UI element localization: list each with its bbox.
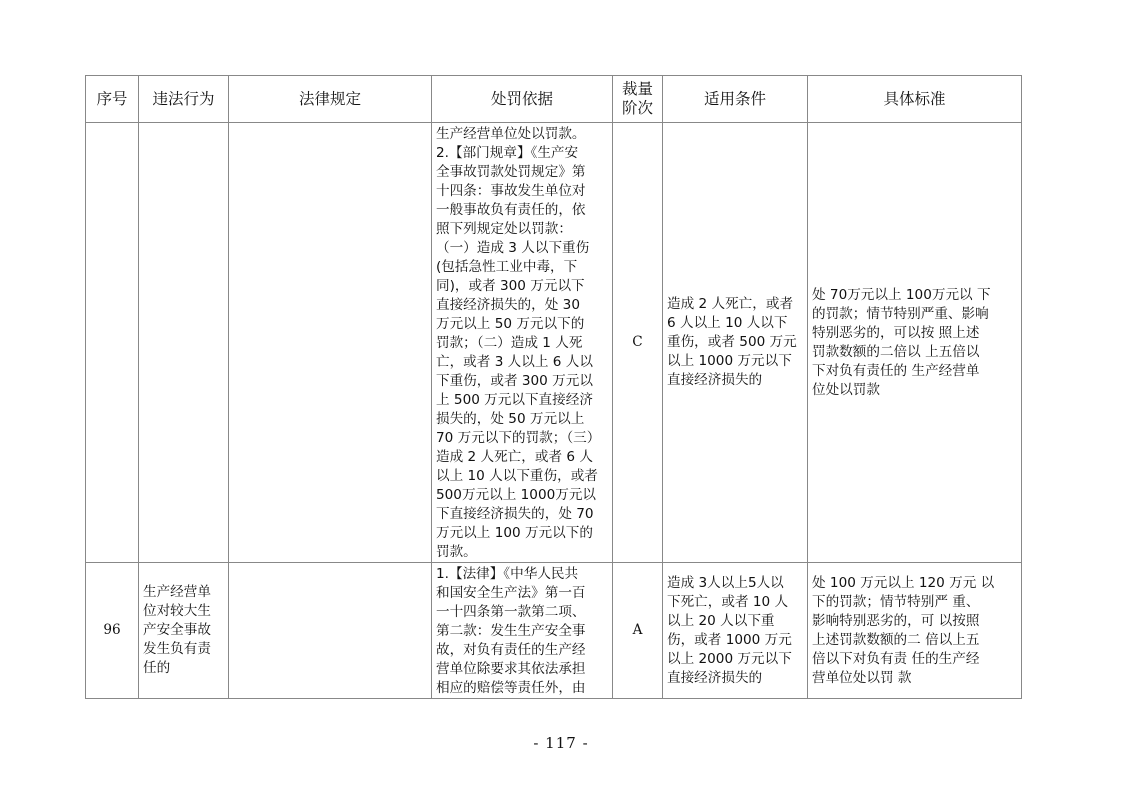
row-law	[229, 563, 432, 699]
header-basis: 处罚依据	[432, 76, 613, 123]
page-number: - 117 -	[533, 734, 589, 752]
row-violation: 生产经营单 位对较大生 产安全事故 发生负有责 任的	[139, 563, 229, 699]
row-basis: 1.【法律】《中华人民共 和国安全生产法》第一百 一十四条第一款第二项、 第二款：发生生产安全事 故，对负有责任的生产经 营单位除要求其依法承担 相应的赔偿等责任外，由	[432, 563, 613, 699]
row-basis: 生产经营单位处以罚款。 2.【部门规章】《生产安 全事故罚款处罚规定》第 十四条：事故发生单位对 一般事故负有责任的，依 照下列规定处以罚款： （一）造成 3 人以下重伤 (包括急性工业中毒，下 同)，或者 300 万元以下 直接经济损失的，处 30 万元以上 50 万元以下的 罚款；（二）造成 1 人死 亡，或者 3 人以上 6 人以 下重伤，或者 300 万元以 上 500 万元以下直接经济 损失的，处 50 万元以上 70 万元以下的罚款；（三） 造成 2 人死亡，或者 6 人 以上 10 人以下重伤，或者 500万元以上 1000万元以 下直接经济损失的，处 70 万元以上 100 万元以下的 罚款。	[432, 123, 613, 563]
row-level: C	[613, 123, 663, 563]
header-index: 序号	[86, 76, 139, 123]
row-index: 96	[86, 563, 139, 699]
row-standard: 处 70万元以上 100万元以 下 的罚款；情节特别严重、影响 特别恶劣的，可以按 照上述 罚款数额的二倍以 上五倍以 下对负有责任的 生产经营单 位处以罚款	[808, 123, 1022, 563]
row-condition: 造成 2 人死亡，或者 6 人以上 10 人以下 重伤，或者 500 万元 以上 1000 万元以下 直接经济损失的	[663, 123, 808, 563]
row-violation	[139, 123, 229, 563]
header-level: 裁量 阶次	[613, 76, 663, 123]
header-violation: 违法行为	[139, 76, 229, 123]
row-condition: 造成 3人以上5人以 下死亡，或者 10 人 以上 20 人以下重 伤，或者 1000 万元 以上 2000 万元以下 直接经济损失的	[663, 563, 808, 699]
table-header-row	[86, 76, 1022, 123]
row-law	[229, 123, 432, 563]
table-row	[86, 563, 1022, 699]
row-index	[86, 123, 139, 563]
row-standard: 处 100 万元以上 120 万元 以 下的罚款；情节特别严 重、 影响特别恶劣的，可 以按照 上述罚款数额的二 倍以上五 倍以下对负有责 任的生产经 营单位处以罚 款	[808, 563, 1022, 699]
table-row	[86, 123, 1022, 563]
header-condition: 适用条件	[663, 76, 808, 123]
row-level: A	[613, 563, 663, 699]
header-standard: 具体标准	[808, 76, 1022, 123]
penalty-standard-table	[85, 75, 1022, 699]
header-law: 法律规定	[229, 76, 432, 123]
